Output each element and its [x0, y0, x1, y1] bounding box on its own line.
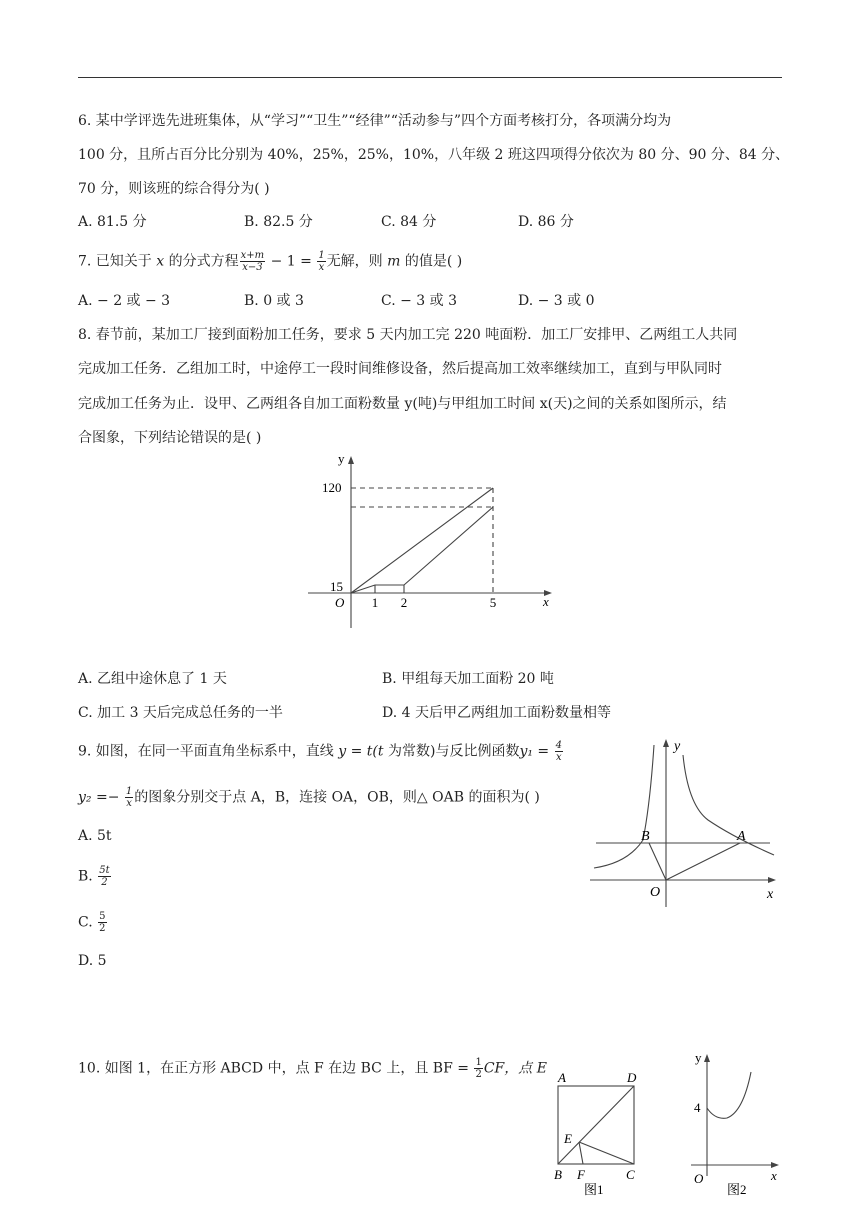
q9-text-a: 9. 如图，在同一平面直角坐标系中，直线 [78, 743, 339, 760]
q10-fig2-tick-4: 4 [694, 1100, 701, 1115]
q7-frac2-num: 1 [318, 250, 325, 261]
q7-option-c: C. − 3 或 3 [381, 293, 458, 309]
q9-line-1 [78, 740, 564, 763]
q9-option-b-fraction [98, 865, 110, 888]
q9-graph [588, 735, 788, 910]
q10-fig2-y-label: y [695, 1050, 702, 1065]
q7-frac1-den: x−3 [242, 262, 263, 273]
q8-origin-label: O [335, 595, 345, 610]
q8-line-yi [351, 507, 493, 593]
q8-tick-15: 15 [330, 579, 343, 594]
q9-frac-den: x [555, 752, 562, 763]
q7-prefix: 7. 已知关于 [78, 253, 157, 270]
q9-segment-oa [666, 843, 740, 880]
q9-origin-label: O [650, 885, 661, 900]
q7-option-a: A. − 2 或 − 3 [78, 293, 171, 309]
q7-var-x: x [156, 253, 165, 270]
q8-line-3: 完成加工任务为止．设甲、乙两组各自加工面粉数量 y(吨)与甲组加工时间 x(天)之间的关系如图所示，结 [78, 396, 727, 412]
q9-x-label: x [767, 887, 774, 902]
q7-option-b: B. 0 或 3 [244, 293, 304, 309]
q8-y-label: y [338, 451, 345, 466]
q8-tick-120: 120 [322, 480, 342, 495]
q7-mid: 的分式方程 [164, 253, 239, 270]
q9-option-c-prefix: C. [78, 914, 98, 931]
q7-frac2-den: x [318, 262, 325, 273]
q9-option-b-num: 5t [99, 865, 110, 876]
q10-fig2-caption: 图2 [727, 1182, 747, 1197]
q6-line-2: 100 分，且所占百分比分别为 40%，25%，25%，10%，八年级 2 班这四项得分依次为 80 分、90 分、84 分、 [78, 147, 790, 163]
q9-option-c-fraction [98, 911, 106, 934]
q10-frac-den: 2 [475, 1069, 482, 1080]
q8-line-4: 合图象，下列结论错误的是( ) [78, 430, 262, 446]
q10-fig2-x-label: x [771, 1168, 777, 1183]
q8-line-2: 完成加工任务．乙组加工时，中途停工一段时间维修设备，然后提高加工效率继续加工，直到与甲队同时 [78, 361, 722, 377]
q8-graph [300, 450, 570, 635]
q10-fig2-origin-label: O [694, 1171, 704, 1186]
q8-tick-1: 1 [371, 595, 379, 610]
q9-frac2-den: x [126, 798, 132, 809]
q8-line-jia [351, 488, 493, 593]
q10-segment-ec [579, 1142, 634, 1164]
q6-option-b: B. 82.5 分 [244, 214, 313, 230]
q9-option-d: D. 5 [78, 953, 107, 969]
q9-equation: y = t(t [338, 743, 384, 760]
q7-fraction-2 [317, 250, 325, 273]
q8-option-d: D. 4 天后甲乙两组加工面粉数量相等 [382, 705, 611, 721]
q9-option-a: A. 5t [78, 828, 112, 844]
q9-point-b: B [641, 829, 650, 844]
q7-option-d: D. − 3 或 0 [518, 293, 595, 309]
q9-segment-ob [649, 843, 666, 880]
q9-point-a: A [737, 829, 746, 844]
q9-x-arrow-icon [768, 877, 776, 883]
q10-fig2-curve [707, 1072, 751, 1118]
q6-line-1: 6. 某中学评选先进班集体，从“学习”“卫生”“经律”“活动参与”四个方面考核打分，各项满分均为 [78, 113, 672, 129]
q9-curve-y1 [683, 755, 774, 855]
q6-line-3: 70 分，则该班的综合得分为( ) [78, 181, 270, 197]
q9-y-arrow-icon [663, 739, 669, 747]
q8-tick-2: 2 [400, 595, 408, 610]
q10-segment-ef [579, 1142, 583, 1164]
q6-option-c: C. 84 分 [381, 214, 437, 230]
q10-text-b: CF，点 E [483, 1060, 547, 1077]
q8-y-arrow-icon [348, 456, 354, 464]
q9-line-2 [78, 786, 540, 809]
q9-option-b [78, 865, 112, 888]
q8-tick-5: 5 [489, 595, 497, 610]
q8-x-label: x [543, 594, 549, 609]
q7-var-m: m [387, 253, 401, 270]
q7-minus-one: − 1 = [266, 253, 317, 270]
q10-text-a: 10. 如图 1，在正方形 ABCD 中，点 F 在边 BC 上，且 BF = [78, 1060, 474, 1077]
q8-option-a: A. 乙组中途休息了 1 天 [78, 671, 227, 687]
q9-y2: y₂ =− [78, 789, 124, 806]
q9-option-b-den: 2 [101, 877, 108, 888]
q9-text-c: 的图象分别交于点 A，B，连接 OA，OB，则△ OAB 的面积为( ) [134, 789, 540, 806]
q7-suffix-1: 无解，则 [326, 253, 388, 270]
q10-diagonal-bd [558, 1086, 634, 1164]
q10-line-1 [78, 1057, 547, 1080]
q6-option-a: A. 81.5 分 [78, 214, 147, 230]
q8-option-b: B. 甲组每天加工面粉 20 吨 [382, 671, 554, 687]
q9-frac-num: 4 [555, 740, 562, 751]
q10-figure-2 [685, 1048, 785, 1200]
q9-text-b: 为常数)与反比例函数 [383, 743, 520, 760]
q9-y1: y₁ = [519, 743, 554, 760]
q8-line-1: 8. 春节前，某加工厂接到面粉加工任务，要求 5 天内加工完 220 吨面粉．加工厂安排甲、乙两组工人共同 [78, 327, 738, 343]
q10-fraction [474, 1057, 482, 1080]
q7-stem [78, 250, 462, 273]
q10-figure-1 [548, 1065, 648, 1200]
q9-fraction-y2 [125, 786, 133, 809]
q10-label-a: A [558, 1070, 566, 1085]
q9-curve-y2 [594, 745, 654, 868]
q9-option-c [78, 911, 108, 934]
q10-label-e: E [564, 1131, 572, 1146]
q9-option-b-prefix: B. [78, 868, 98, 885]
q10-frac-num: 1 [475, 1057, 482, 1068]
q10-label-d: D [627, 1070, 637, 1085]
q9-y-label: y [674, 739, 681, 754]
q10-label-b: B [554, 1167, 562, 1182]
header-rule [78, 77, 782, 78]
q7-fraction-1 [240, 250, 266, 273]
q10-label-f: F [577, 1167, 585, 1182]
q9-option-c-den: 2 [99, 923, 106, 934]
q7-frac1-num: x+m [240, 250, 265, 261]
q10-fig1-caption: 图1 [584, 1182, 604, 1197]
q6-option-d: D. 86 分 [518, 214, 574, 230]
q7-suffix-2: 的值是( ) [400, 253, 463, 270]
q9-option-c-num: 5 [99, 911, 106, 922]
q10-fig2-y-arrow-icon [704, 1054, 710, 1062]
q8-option-c: C. 加工 3 天后完成总任务的一半 [78, 705, 283, 721]
q10-label-c: C [626, 1167, 635, 1182]
q9-fraction-y1 [555, 740, 563, 763]
q9-frac2-num: 1 [125, 786, 133, 797]
